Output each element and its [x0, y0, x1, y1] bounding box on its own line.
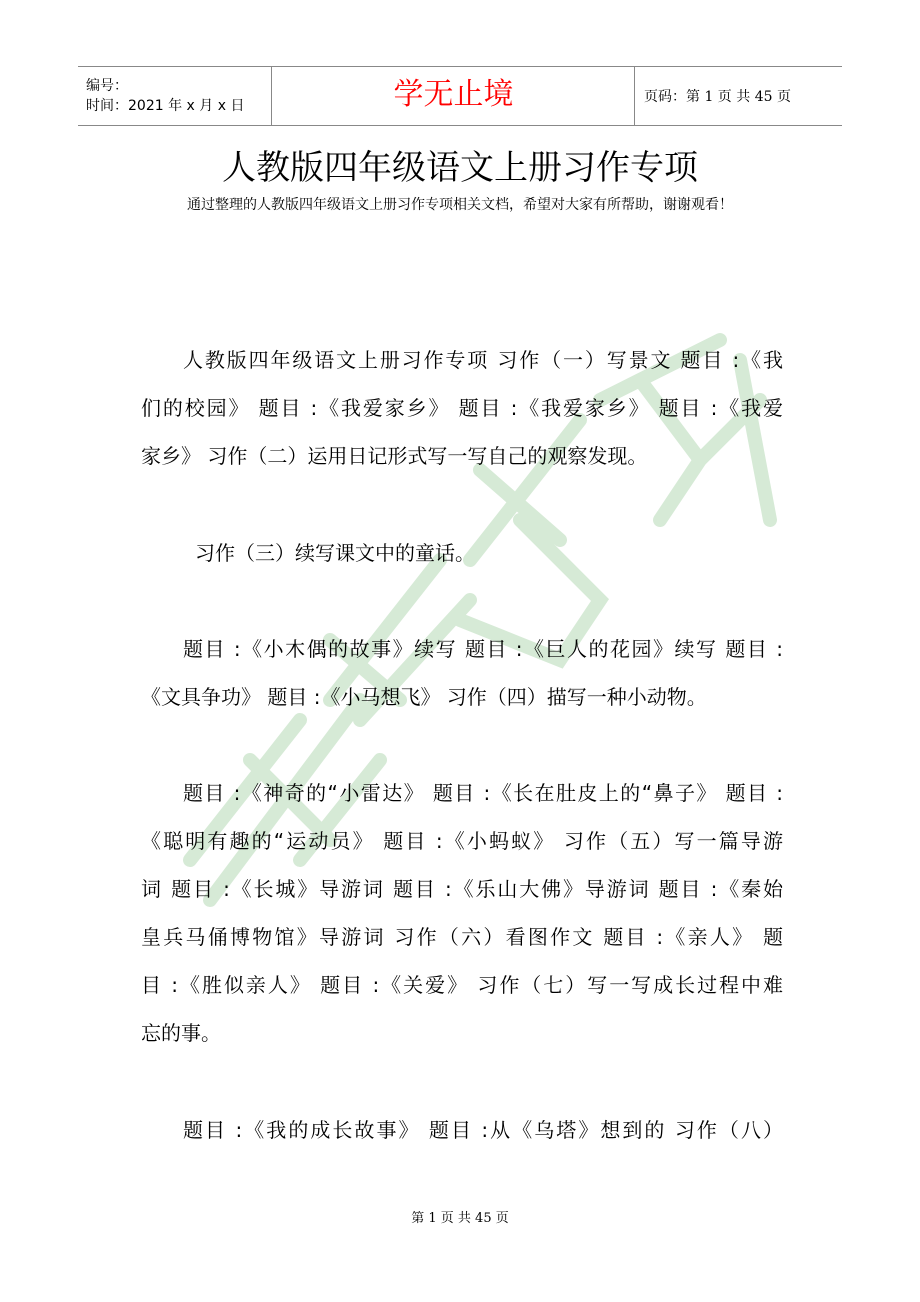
body-line: 题目 :《我的成长故事》 题目 :从《乌塔》想到的 习作（八）: [183, 1118, 783, 1142]
body-line: 题目 :《神奇的“小雷达》 题目 :《长在肚皮上的“鼻子》 题目 :: [183, 781, 783, 805]
document-subtitle: 通过整理的人教版四年级语文上册习作专项相关文档，希望对大家有所帮助，谢谢观看！: [187, 197, 733, 213]
motto: 学无止境: [273, 67, 635, 125]
document-title: 人教版四年级语文上册习作专项: [222, 148, 698, 188]
body-line: 家乡》 习作（二）运用日记形式写一写自己的观察发现。: [141, 444, 648, 468]
body-line: 词 题目 :《长城》导游词 题目 :《乐山大佛》导游词 题目 :《秦始: [141, 877, 783, 901]
body-line: 人教版四年级语文上册习作专项 习作（一）写景文 题目 :《我: [183, 348, 783, 372]
time-label: 时间：2021 年 x 月 x 日: [86, 98, 245, 114]
body-line: 目 :《胜似亲人》 题目 :《关爱》 习作（七）写一写成长过程中难: [141, 973, 783, 997]
page-footer: 第 1 页 共 45 页: [411, 1211, 509, 1226]
number-label: 编号：: [86, 78, 128, 94]
header-meta: [78, 67, 272, 125]
body-line: 忘的事。: [141, 1021, 221, 1045]
body-line: 题目 :《小木偶的故事》续写 题目 :《巨人的花园》续写 题目 :: [183, 637, 783, 661]
page-header: [78, 66, 842, 126]
body-line: 《聪明有趣的“运动员》 题目 :《小蚂蚁》 习作（五）写一篇导游: [141, 829, 783, 853]
body-line: 习作（三）续写课文中的童话。: [195, 541, 475, 565]
body-line: 们的校园》 题目 :《我爱家乡》 题目 :《我爱家乡》 题目 :《我爱: [141, 396, 783, 420]
page-info: 页码：第 1 页 共 45 页: [644, 89, 791, 105]
body-line: 皇兵马俑博物馆》导游词 习作（六）看图作文 题目 :《亲人》 题: [141, 925, 783, 949]
body-line: 《文具争功》 题目 :《小马想飞》 习作（四）描写一种小动物。: [141, 685, 707, 709]
